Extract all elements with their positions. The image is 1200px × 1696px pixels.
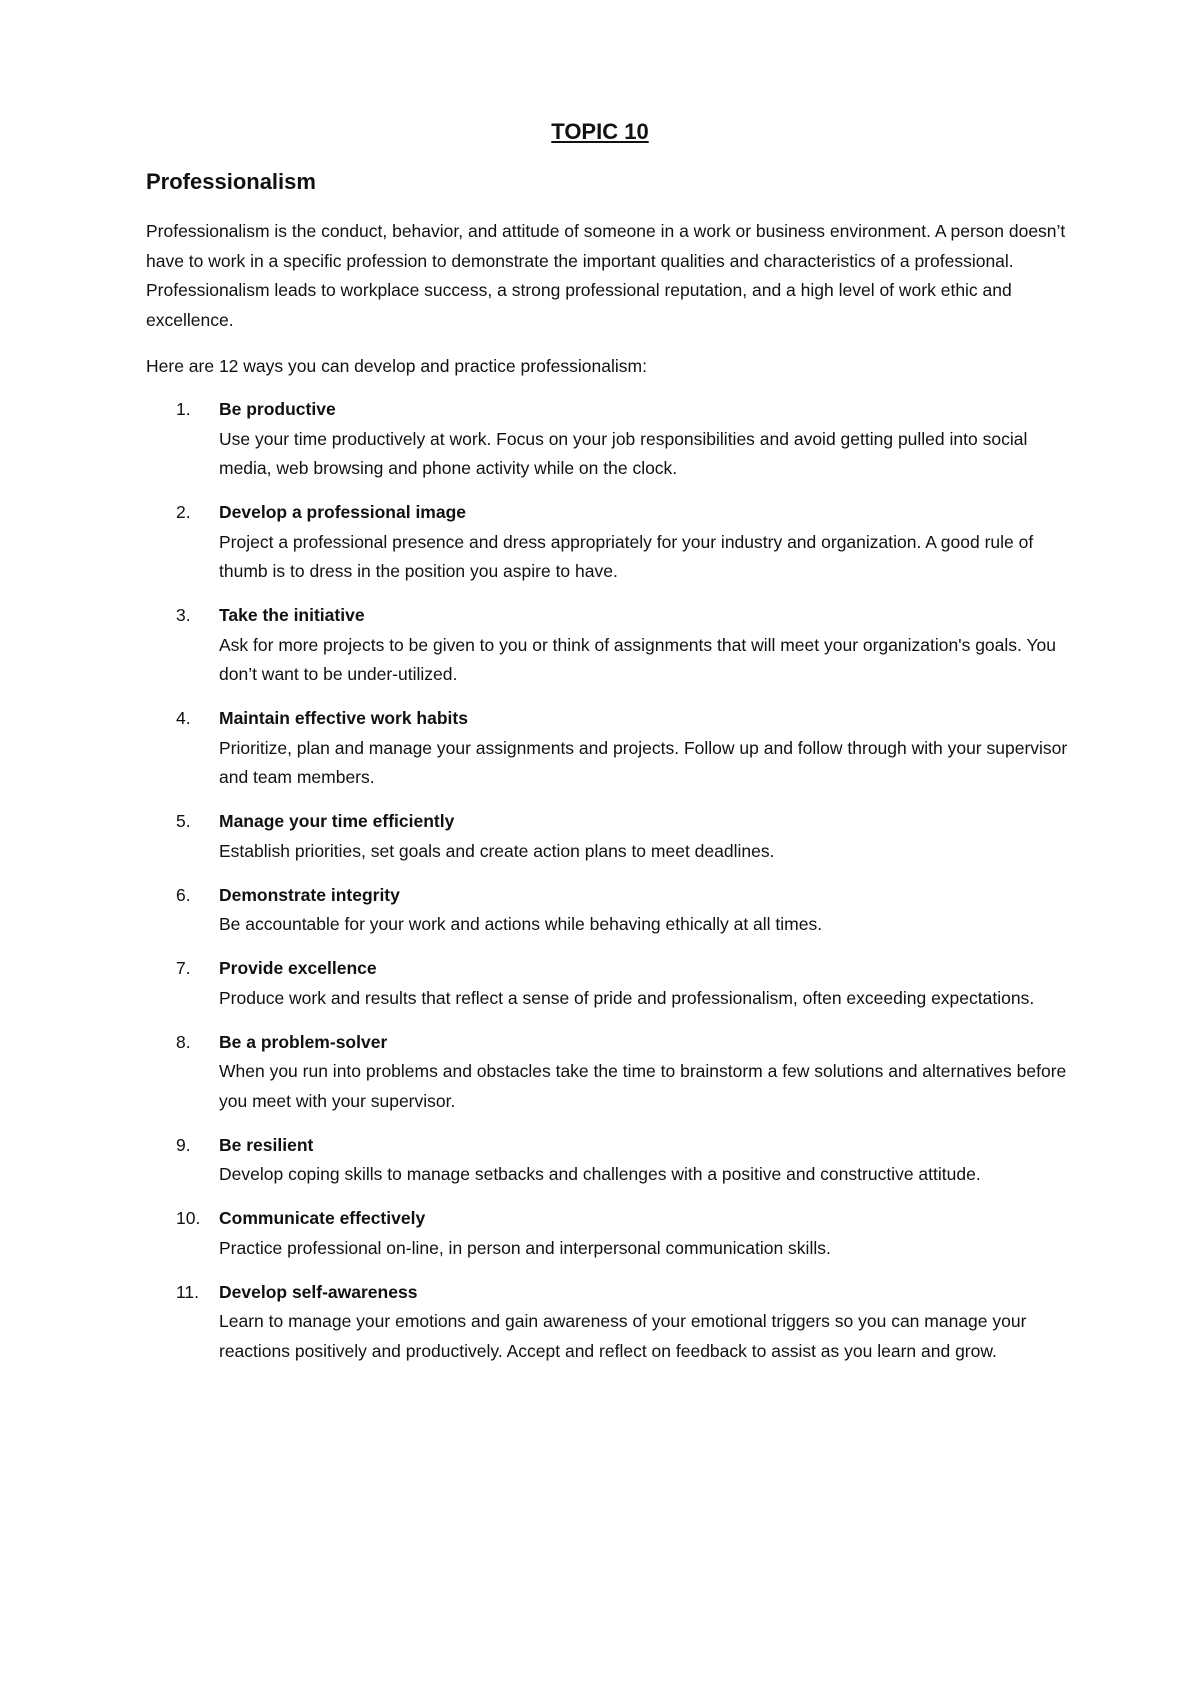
- list-item-title: Be a problem-solver: [219, 1031, 388, 1052]
- list-item: [146, 704, 1076, 793]
- intro-paragraph: Professionalism is the conduct, behavior, and attitude of someone in a work or business environment. A person doesn’t have to work in a specific profession to demonstrate the important qualities and characteristics of a professional. Professionalism leads to workplace success, a strong professional reputation, and a high level of work ethic and excellence.: [146, 221, 1066, 330]
- page-title: TOPIC 10: [551, 119, 649, 144]
- list-item-number: 3.: [176, 605, 191, 625]
- list-item-text: Develop coping skills to manage setbacks and challenges with a positive and constructive attitude.: [219, 1164, 981, 1184]
- section-heading: Professionalism: [146, 169, 316, 194]
- list-item-text: Ask for more projects to be given to you or think of assignments that will meet your organization's goals. You don’t want to be under-utilized.: [219, 634, 1056, 684]
- list-item-number: 10.: [176, 1208, 201, 1228]
- list-item-text: Establish priorities, set goals and create action plans to meet deadlines.: [219, 840, 775, 861]
- list-item: [146, 1028, 1076, 1117]
- list-item: [146, 395, 1076, 484]
- list-item: [146, 498, 1076, 587]
- list-item-number: 6.: [176, 884, 191, 905]
- list-item-title: Take the initiative: [219, 605, 365, 625]
- list-item-text: Use your time productively at work. Focus on your job responsibilities and avoid getting pulled into social media, web browsing and phone activity while on the clock.: [219, 428, 1028, 478]
- list-item-title: Communicate effectively: [219, 1208, 426, 1228]
- list-item-title: Manage your time efficiently: [219, 811, 455, 831]
- list-item-title: Develop a professional image: [219, 502, 467, 522]
- list-item-text: Learn to manage your emotions and gain awareness of your emotional triggers so you can manage your reactions positively and productively. Accept and reflect on feedback to assist as you learn and grow.: [219, 1311, 1027, 1361]
- list-item: [146, 1131, 1076, 1190]
- list-item-number: 11.: [176, 1281, 200, 1302]
- list-item: [146, 601, 1076, 690]
- list-lead-text: Here are 12 ways you can develop and practice professionalism:: [146, 356, 647, 376]
- list-item-number: 7.: [176, 958, 191, 978]
- list-item-title: Be resilient: [219, 1134, 314, 1155]
- list-item-number: 1.: [176, 399, 191, 419]
- list-item: [146, 807, 1076, 866]
- list-item-number: 9.: [176, 1134, 191, 1155]
- list-item: [146, 954, 1076, 1013]
- list-item-text: When you run into problems and obstacles take the time to brainstorm a few solutions and alternatives before you meet with your supervisor.: [219, 1061, 1067, 1111]
- list-item-text: Prioritize, plan and manage your assignments and projects. Follow up and follow through with your supervisor and team members.: [219, 737, 1068, 787]
- list-item-number: 2.: [176, 502, 191, 522]
- list-item-title: Demonstrate integrity: [219, 884, 400, 905]
- list-item: [146, 1204, 1076, 1263]
- list-item-number: 8.: [176, 1031, 191, 1052]
- list-item-number: 5.: [176, 811, 191, 831]
- list-item-text: Be accountable for your work and actions while behaving ethically at all times.: [219, 914, 823, 934]
- professionalism-list: [146, 395, 1076, 1381]
- list-item-text: Practice professional on-line, in person and interpersonal communication skills.: [219, 1237, 831, 1258]
- list-item: [146, 1278, 1076, 1367]
- list-item-text: Produce work and results that reflect a sense of pride and professionalism, often exceeding expectations.: [219, 987, 1035, 1008]
- list-item-title: Develop self-awareness: [219, 1281, 418, 1302]
- list-item: [146, 881, 1076, 940]
- list-item-title: Maintain effective work habits: [219, 708, 468, 728]
- list-item-title: Provide excellence: [219, 958, 377, 978]
- list-item-title: Be productive: [219, 399, 336, 419]
- list-item-number: 4.: [176, 708, 191, 728]
- list-item-text: Project a professional presence and dress appropriately for your industry and organization. A good rule of thumb is to dress in the position you aspire to have.: [219, 531, 1034, 581]
